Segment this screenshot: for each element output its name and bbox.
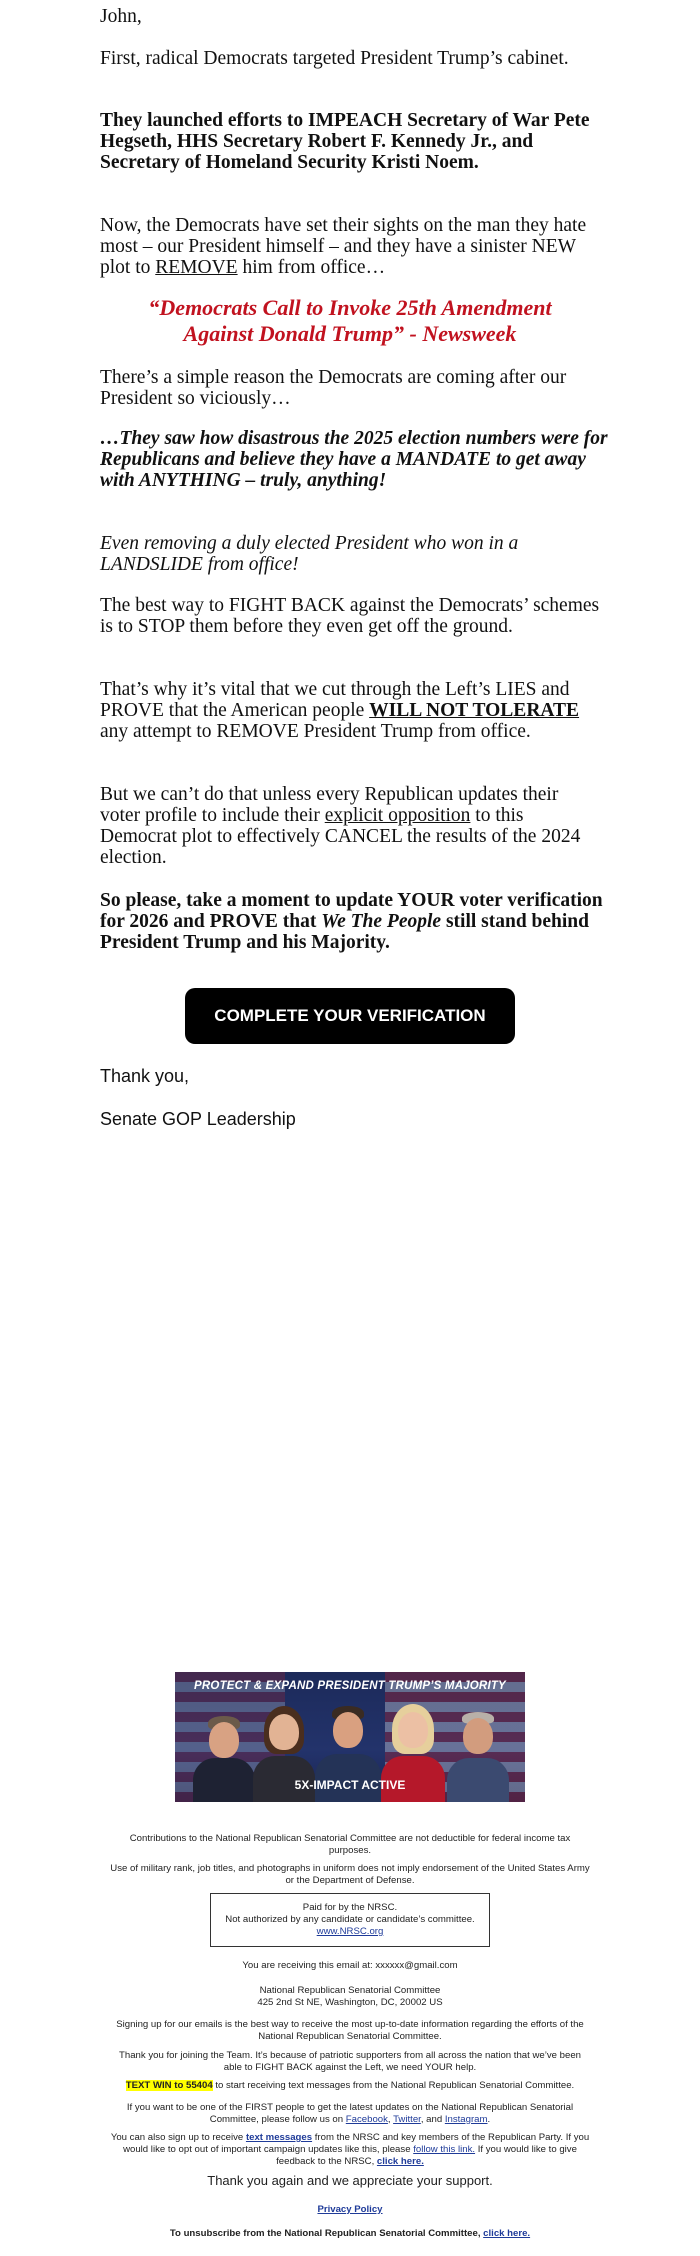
newsweek-quote [100,295,600,347]
remove-underlined: REMOVE [155,257,238,278]
text: to this Democrat plot to effectively CANCEL the results of the 2024 election. [100,805,581,868]
paragraph-mandate: …They saw how disastrous the 2025 election numbers were for Republicans and believe they have a MANDATE to get away with ANYTHING – truly, anything! [100,428,608,491]
text: Now, the Democrats have set their sights on the man they hate most – our President himself – and they have a sinister NEW plot to [100,215,587,278]
recipient-email: xxxxxx@gmail.com [375,1960,458,1971]
text: That’s why it’s vital that we cut through the Left’s LIES and PROVE that the American people [100,679,570,721]
text: You are receiving this email at: [242,1960,376,1971]
quote-line-2: Against Donald Trump” - Newsweek [183,321,517,346]
paragraph-1: First, radical Democrats targeted President Trump’s cabinet. [100,48,569,69]
paragraph-remove [100,215,600,278]
text-win-line [110,2080,590,2092]
paragraph-tolerate [100,679,600,742]
unsubscribe-line [110,2228,590,2240]
follow-us-line: If you want to be one of the FIRST people to get the latest updates on the National Republican Senatorial Committee, please follow us on Facebook, Twitter, and Instagram. [126,2102,574,2125]
banner-title: PROTECT & EXPAND PRESIDENT TRUMP’S MAJORITY [194,1680,506,1692]
text: If you would like to give feedback to the NRSC, [276,2144,577,2167]
text: To unsubscribe from the National Republican Senatorial Committee, [169,2228,484,2239]
text-messages-line [110,2132,590,2168]
paragraph-impeach: They launched efforts to IMPEACH Secretary of War Pete Hegseth, HHS Secretary Robert F. Kennedy Jr., and Secretary of Homeland Security Kristi Noem. [100,110,590,173]
nrsc-website-link[interactable]: www.NRSC.org [316,1926,384,1937]
team-note: Thank you for joining the Team. It’s because of patriotic supporters from all across the nation that we’ve been able to FIGHT BACK against the Left, we need YOUR help. [119,2050,581,2073]
text: him from office… [237,257,386,278]
text: So please, take a moment to update YOUR voter verification for 2026 and PROVE that [100,890,603,932]
paragraph-landslide: Even removing a duly elected President who won in a LANDSLIDE from office! [100,533,519,575]
text: But we can’t do that unless every Republican updates their voter profile to include their [100,784,559,826]
text: any attempt to REMOVE President Trump from office. [100,721,531,742]
cta-wrapper [100,988,600,1044]
complete-verification-button[interactable]: COMPLETE YOUR VERIFICATION [185,988,515,1044]
will-not-tolerate: WILL NOT TOLERATE [369,700,580,721]
twitter-link[interactable]: Twitter [393,2114,421,2125]
org-name: National Republican Senatorial Committee [259,1985,441,1996]
signature: Senate GOP Leadership [100,1109,296,1129]
instagram-link[interactable]: Instagram [444,2114,488,2125]
signup-note: Signing up for our emails is the best way to receive the most up-to-date information regarding the efforts of the National Republican Senatorial Committee. [116,2019,584,2042]
paid-for-line: Paid for by the NRSC. [302,1902,398,1913]
not-authorized-line: Not authorized by any candidate or candidate’s committee. [225,1914,475,1925]
text: to start receiving text messages from the National Republican Senatorial Committee. [212,2080,575,2091]
text-win-highlight: TEXT WIN to 55404 [125,2080,213,2091]
text: , and [420,2114,445,2125]
text: If you want to be one of the FIRST people to get the latest updates on the National Republican Senatorial Committee, please follow us on [126,2102,574,2125]
tax-disclaimer: Contributions to the National Republican Senatorial Committee are not deductible for federal income tax purposes. [129,1833,571,1856]
quote-line-1: “Democrats Call to Invoke 25th Amendment [148,295,552,320]
privacy-policy-link[interactable]: Privacy Policy [317,2204,383,2215]
text: still stand behind President Trump and his Majority. [100,911,589,953]
feedback-link[interactable]: click here. [376,2156,424,2167]
paragraph-reason: There’s a simple reason the Democrats are coming after our President so viciously… [100,367,567,409]
text-messages-link[interactable]: text messages [245,2132,313,2143]
greeting: John, [100,6,142,27]
closing: Thank you, [100,1066,190,1086]
banner-badge: 5X-IMPACT ACTIVE [294,1778,406,1792]
paragraph-opposition [100,784,600,868]
explicit-opposition: explicit opposition [324,805,471,826]
opt-out-link[interactable]: follow this link. [413,2144,476,2155]
paragraph-fight-back: The best way to FIGHT BACK against the Democrats’ schemes is to STOP them before they even get off the ground. [100,595,600,637]
majority-banner-image[interactable] [175,1672,525,1802]
paid-for-box [210,1893,490,1947]
facebook-link[interactable]: Facebook [345,2114,388,2125]
unsubscribe-link[interactable]: click here. [483,2228,531,2239]
receiving-email-line [110,1960,590,1972]
paragraph-verify [100,890,610,953]
we-the-people: We The People [321,911,442,932]
thank-again: Thank you again and we appreciate your support. [207,2173,493,2188]
text: You can also sign up to receive [110,2132,246,2143]
text: from the NRSC and key members of the Republican Party. If you would like to opt out of important campaign updates like this, please [123,2132,590,2155]
military-disclaimer: Use of military rank, job titles, and photographs in uniform does not imply endorsement of the United States Army or the Department of Defense. [110,1863,590,1886]
org-address: 425 2nd St NE, Washington, DC, 20002 US [257,1997,443,2008]
